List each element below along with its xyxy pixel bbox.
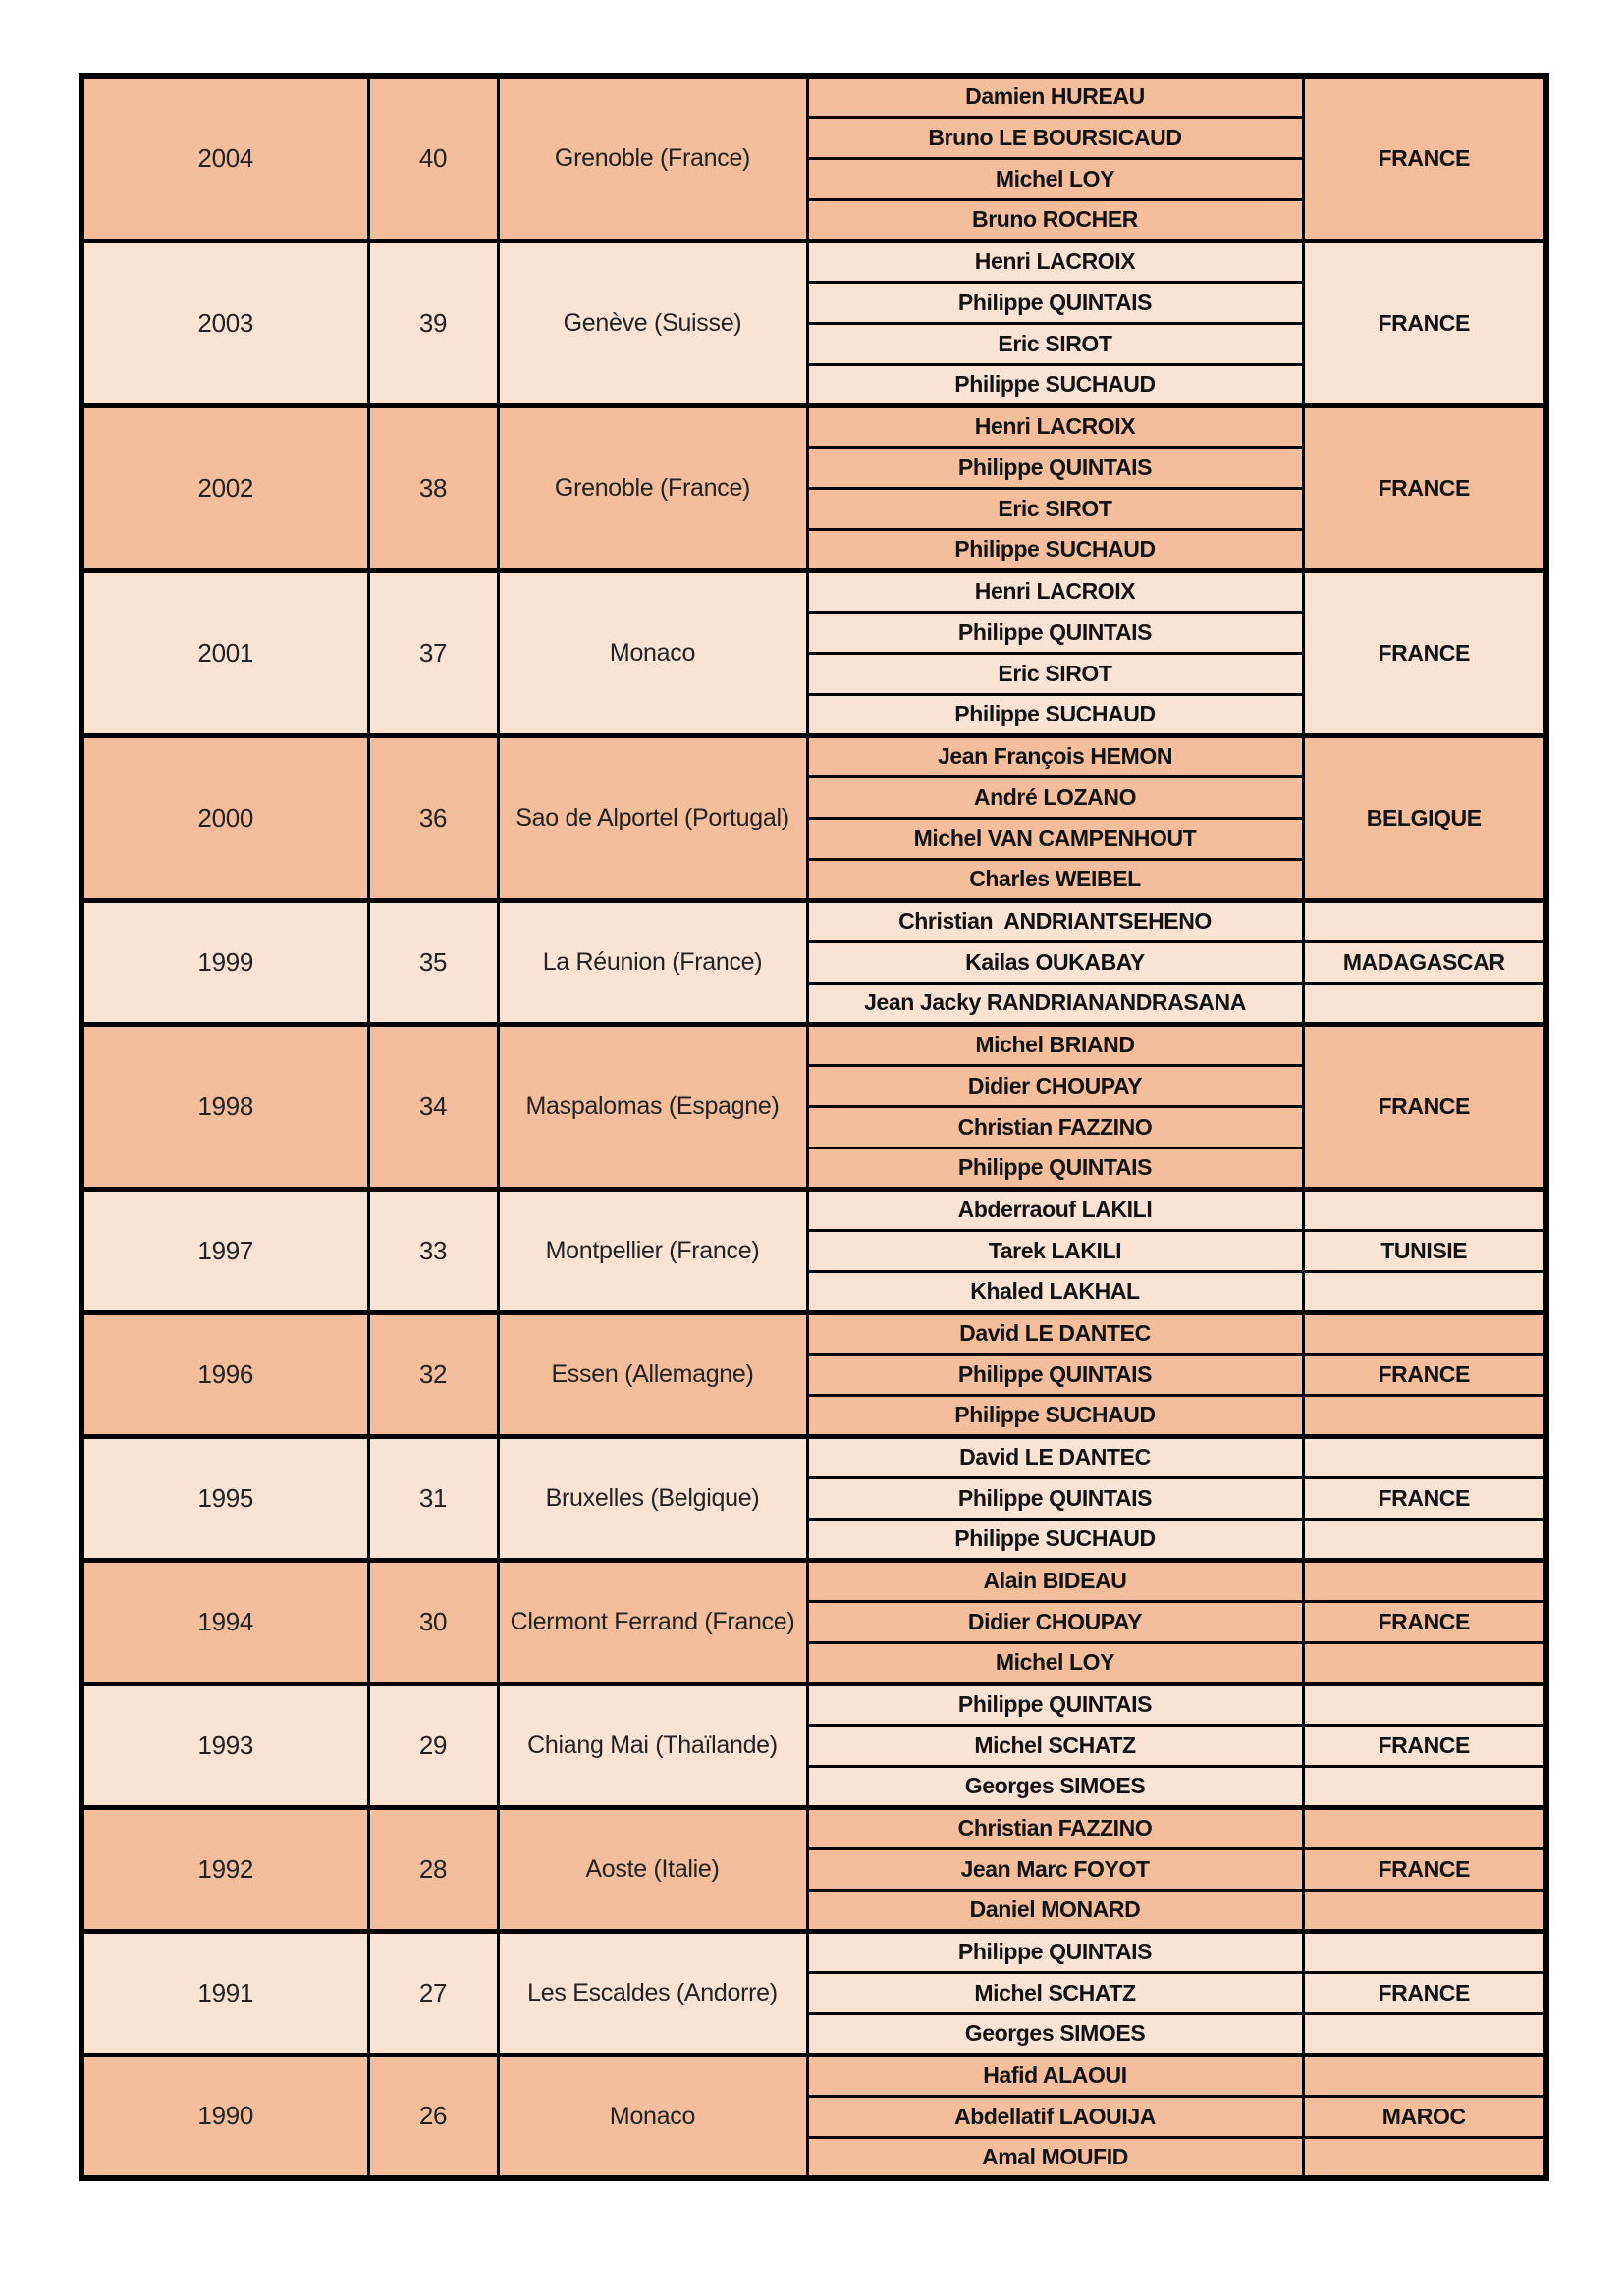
location-text: Chiang Mai (Thaïlande) <box>527 1731 778 1759</box>
location-cell <box>498 240 807 405</box>
player-cell <box>807 1436 1303 1477</box>
player-text: Philippe QUINTAIS <box>957 289 1153 315</box>
country-text: FRANCE <box>1378 144 1470 171</box>
year-cell <box>81 1683 368 1807</box>
player-cell <box>807 1560 1303 1601</box>
player-cell <box>807 776 1303 818</box>
edition-cell <box>368 2055 498 2178</box>
champions-table <box>79 73 1549 2181</box>
location-cell <box>498 405 807 570</box>
country-cell <box>1303 900 1546 941</box>
player-cell <box>807 2096 1303 2137</box>
country-cell <box>1303 1477 1546 1519</box>
location-text: Grenoble (France) <box>554 473 751 502</box>
country-cell <box>1303 1189 1546 1230</box>
edition-cell <box>368 240 498 405</box>
country-cell <box>1303 2055 1546 2096</box>
country-cell <box>1303 1230 1546 1271</box>
country-cell <box>1303 1436 1546 1477</box>
edition-text: 37 <box>418 637 448 667</box>
country-cell <box>1303 735 1546 900</box>
location-cell <box>498 1024 807 1189</box>
edition-cell <box>368 76 498 240</box>
championship-row <box>81 1560 1546 1601</box>
championship-row <box>81 1807 1546 1848</box>
player-text: Tarek LAKILI <box>988 1237 1122 1263</box>
year-cell <box>81 1807 368 1931</box>
player-text: David LE DANTEC <box>959 1320 1151 1346</box>
championship-row <box>81 570 1546 612</box>
player-cell <box>807 1642 1303 1683</box>
championship-row <box>81 1189 1546 1230</box>
edition-text: 33 <box>418 1235 448 1265</box>
player-cell <box>807 1148 1303 1189</box>
year-cell <box>81 1560 368 1683</box>
player-cell <box>807 2055 1303 2096</box>
player-cell <box>807 405 1303 447</box>
player-cell <box>807 1890 1303 1931</box>
player-text: Philippe SUCHAUD <box>954 1525 1156 1551</box>
edition-cell <box>368 1807 498 1931</box>
player-cell <box>807 941 1303 983</box>
country-cell <box>1303 1848 1546 1890</box>
location-text: Grenoble (France) <box>554 144 751 172</box>
location-text: Aoste (Italie) <box>585 1854 720 1883</box>
player-cell <box>807 653 1303 694</box>
edition-cell <box>368 1683 498 1807</box>
year-cell <box>81 405 368 570</box>
championship-row <box>81 76 1546 117</box>
location-text: Genève (Suisse) <box>563 308 742 337</box>
player-cell <box>807 1106 1303 1148</box>
player-cell <box>807 240 1303 282</box>
edition-text: 39 <box>418 307 448 338</box>
player-cell <box>807 1683 1303 1725</box>
year-text: 2001 <box>197 637 254 667</box>
year-text: 2002 <box>197 472 254 503</box>
player-cell <box>807 282 1303 323</box>
championship-row <box>81 1436 1546 1477</box>
year-cell <box>81 735 368 900</box>
player-cell <box>807 1766 1303 1807</box>
country-text: FRANCE <box>1378 1361 1470 1387</box>
championship-row <box>81 1683 1546 1725</box>
location-cell <box>498 1807 807 1931</box>
player-text: Jean Jacky RANDRIANANDRASANA <box>864 989 1246 1015</box>
player-text: Christian ANDRIANTSEHENO <box>898 908 1212 934</box>
player-cell <box>807 1807 1303 1848</box>
location-text: Clermont Ferrand (France) <box>510 1607 795 1635</box>
player-text: Khaled LAKHAL <box>970 1278 1140 1304</box>
location-cell <box>498 1560 807 1683</box>
country-text: FRANCE <box>1378 1093 1470 1119</box>
country-text: MAROC <box>1381 2103 1466 2129</box>
player-cell <box>807 1312 1303 1354</box>
edition-text: 29 <box>418 1730 448 1760</box>
country-cell <box>1303 1601 1546 1642</box>
player-text: Michel VAN CAMPENHOUT <box>913 825 1197 851</box>
country-text: FRANCE <box>1378 1484 1470 1511</box>
player-text: Philippe QUINTAIS <box>957 1154 1153 1180</box>
country-cell <box>1303 1890 1546 1931</box>
player-text: Jean Marc FOYOT <box>960 1855 1150 1882</box>
player-text: André LOZANO <box>973 783 1137 810</box>
player-cell <box>807 364 1303 405</box>
country-text: FRANCE <box>1378 639 1470 666</box>
country-text: FRANCE <box>1378 1608 1470 1634</box>
player-cell <box>807 1972 1303 2013</box>
player-text: Amal MOUFID <box>982 2143 1128 2169</box>
championship-row <box>81 735 1546 776</box>
country-cell <box>1303 1312 1546 1354</box>
player-cell <box>807 694 1303 735</box>
edition-text: 30 <box>418 1606 448 1636</box>
year-text: 2003 <box>197 307 254 338</box>
country-cell <box>1303 570 1546 735</box>
player-cell <box>807 158 1303 199</box>
player-text: Damien HUREAU <box>965 83 1145 110</box>
player-cell <box>807 2137 1303 2178</box>
championship-row <box>81 1931 1546 1972</box>
year-text: 1994 <box>197 1606 254 1636</box>
championship-row <box>81 240 1546 282</box>
country-cell <box>1303 2137 1546 2178</box>
player-cell <box>807 1065 1303 1106</box>
edition-cell <box>368 900 498 1024</box>
player-cell <box>807 1601 1303 1642</box>
player-cell <box>807 1271 1303 1312</box>
player-cell <box>807 2013 1303 2055</box>
edition-cell <box>368 1024 498 1189</box>
championship-row <box>81 405 1546 447</box>
location-text: Maspalomas (Espagne) <box>525 1092 780 1120</box>
country-cell <box>1303 1560 1546 1601</box>
player-text: Daniel MONARD <box>969 1896 1141 1922</box>
player-text: Philippe SUCHAUD <box>954 701 1156 726</box>
player-text: Eric SIROT <box>998 495 1112 521</box>
year-text: 1992 <box>197 1853 254 1884</box>
player-text: Michel SCHATZ <box>974 1732 1136 1758</box>
country-cell <box>1303 240 1546 405</box>
player-cell <box>807 1519 1303 1560</box>
player-text: Eric SIROT <box>998 660 1112 686</box>
country-text: FRANCE <box>1378 1855 1470 1882</box>
player-text: Georges SIMOES <box>964 2020 1146 2046</box>
player-cell <box>807 1725 1303 1766</box>
player-cell <box>807 488 1303 529</box>
year-cell <box>81 1931 368 2055</box>
player-text: Michel LOY <box>995 1649 1115 1675</box>
player-text: Philippe QUINTAIS <box>957 1939 1153 1964</box>
location-text: Montpellier (France) <box>545 1236 760 1264</box>
edition-cell <box>368 1312 498 1436</box>
country-text: BELGIQUE <box>1366 804 1482 830</box>
player-text: Abderraouf LAKILI <box>957 1197 1153 1222</box>
player-cell <box>807 983 1303 1024</box>
country-cell <box>1303 1519 1546 1560</box>
country-cell <box>1303 1683 1546 1725</box>
location-text: Sao de Alportel (Portugal) <box>515 803 789 831</box>
country-text: FRANCE <box>1378 1979 1470 2005</box>
player-text: Christian FAZZINO <box>957 1113 1153 1140</box>
player-text: Abdellatif LAOUIJA <box>954 2103 1156 2129</box>
edition-cell <box>368 735 498 900</box>
country-cell <box>1303 1766 1546 1807</box>
player-text: Georges SIMOES <box>964 1773 1146 1798</box>
player-cell <box>807 1024 1303 1065</box>
year-cell <box>81 76 368 240</box>
year-cell <box>81 240 368 405</box>
player-cell <box>807 1931 1303 1972</box>
country-cell <box>1303 1931 1546 1972</box>
year-text: 1990 <box>197 2101 254 2131</box>
player-cell <box>807 323 1303 364</box>
country-cell <box>1303 1972 1546 2013</box>
year-cell <box>81 1024 368 1189</box>
edition-text: 34 <box>418 1091 448 1121</box>
location-cell <box>498 76 807 240</box>
country-text: FRANCE <box>1378 309 1470 336</box>
year-text: 1999 <box>197 946 254 977</box>
country-text: MADAGASCAR <box>1342 948 1505 975</box>
year-text: 2004 <box>197 142 254 173</box>
edition-text: 27 <box>418 1977 448 2007</box>
country-cell <box>1303 1271 1546 1312</box>
edition-cell <box>368 1189 498 1312</box>
country-cell <box>1303 76 1546 240</box>
player-text: Philippe QUINTAIS <box>957 1484 1153 1511</box>
edition-text: 28 <box>418 1853 448 1884</box>
location-cell <box>498 1436 807 1560</box>
edition-cell <box>368 1931 498 2055</box>
location-text: Les Escaldes (Andorre) <box>527 1978 778 2006</box>
player-text: Alain BIDEAU <box>983 1568 1127 1593</box>
championship-row <box>81 1312 1546 1354</box>
country-cell <box>1303 1024 1546 1189</box>
country-cell <box>1303 1807 1546 1848</box>
player-text: Philippe SUCHAUD <box>954 371 1156 397</box>
edition-cell <box>368 405 498 570</box>
country-cell <box>1303 1395 1546 1436</box>
player-text: Jean François HEMON <box>937 743 1173 769</box>
location-cell <box>498 2055 807 2178</box>
year-cell <box>81 900 368 1024</box>
player-text: Didier CHOUPAY <box>967 1072 1143 1098</box>
championship-row <box>81 2055 1546 2096</box>
country-cell <box>1303 2013 1546 2055</box>
player-text: Philippe QUINTAIS <box>957 618 1153 645</box>
player-text: Charles WEIBEL <box>969 866 1141 891</box>
year-text: 1998 <box>197 1091 254 1121</box>
location-text: Essen (Allemagne) <box>551 1360 754 1388</box>
country-cell <box>1303 1725 1546 1766</box>
player-text: Henri LACROIX <box>974 248 1136 274</box>
location-text: La Réunion (France) <box>542 947 763 976</box>
player-text: Michel LOY <box>995 165 1115 191</box>
year-cell <box>81 570 368 735</box>
championship-row <box>81 900 1546 941</box>
edition-cell <box>368 1436 498 1560</box>
player-cell <box>807 117 1303 158</box>
player-cell <box>807 1848 1303 1890</box>
player-text: Michel BRIAND <box>975 1032 1135 1057</box>
player-cell <box>807 1189 1303 1230</box>
location-cell <box>498 900 807 1024</box>
location-text: Bruxelles (Belgique) <box>545 1483 760 1512</box>
player-cell <box>807 76 1303 117</box>
year-text: 1993 <box>197 1730 254 1760</box>
player-text: David LE DANTEC <box>959 1444 1151 1469</box>
player-cell <box>807 859 1303 900</box>
location-text: Monaco <box>609 2102 696 2130</box>
edition-text: 35 <box>418 946 448 977</box>
player-text: Didier CHOUPAY <box>967 1608 1143 1634</box>
year-text: 2000 <box>197 802 254 832</box>
player-text: Hafid ALAOUI <box>983 2062 1127 2088</box>
player-text: Henri LACROIX <box>974 413 1136 439</box>
player-cell <box>807 1354 1303 1395</box>
player-cell <box>807 612 1303 653</box>
player-text: Henri LACROIX <box>974 578 1136 604</box>
player-cell <box>807 447 1303 488</box>
player-cell <box>807 900 1303 941</box>
edition-text: 38 <box>418 472 448 503</box>
country-text: TUNISIE <box>1380 1237 1468 1263</box>
year-text: 1995 <box>197 1482 254 1513</box>
edition-cell <box>368 570 498 735</box>
location-cell <box>498 1931 807 2055</box>
player-text: Philippe QUINTAIS <box>957 454 1153 480</box>
location-cell <box>498 735 807 900</box>
year-cell <box>81 1436 368 1560</box>
player-cell <box>807 529 1303 570</box>
player-text: Christian FAZZINO <box>957 1815 1153 1841</box>
player-cell <box>807 735 1303 776</box>
player-cell <box>807 1230 1303 1271</box>
country-cell <box>1303 941 1546 983</box>
location-text: Monaco <box>609 638 696 667</box>
player-text: Bruno ROCHER <box>972 206 1138 232</box>
location-cell <box>498 570 807 735</box>
country-cell <box>1303 1642 1546 1683</box>
country-cell <box>1303 2096 1546 2137</box>
country-cell <box>1303 405 1546 570</box>
player-cell <box>807 199 1303 240</box>
player-text: Bruno LE BOURSICAUD <box>928 124 1182 150</box>
year-cell <box>81 1312 368 1436</box>
player-text: Michel SCHATZ <box>974 1979 1136 2005</box>
country-text: FRANCE <box>1378 474 1470 501</box>
player-cell <box>807 570 1303 612</box>
edition-text: 36 <box>418 802 448 832</box>
location-cell <box>498 1312 807 1436</box>
edition-text: 26 <box>418 2101 448 2131</box>
edition-text: 32 <box>418 1359 448 1389</box>
edition-cell <box>368 1560 498 1683</box>
player-cell <box>807 1395 1303 1436</box>
champions-table-body <box>81 76 1546 2178</box>
year-cell <box>81 2055 368 2178</box>
edition-text: 31 <box>418 1482 448 1513</box>
player-text: Philippe QUINTAIS <box>957 1691 1153 1717</box>
player-text: Eric SIROT <box>998 330 1112 356</box>
edition-text: 40 <box>418 142 448 173</box>
player-cell <box>807 818 1303 859</box>
location-cell <box>498 1683 807 1807</box>
year-text: 1996 <box>197 1359 254 1389</box>
year-text: 1991 <box>197 1977 254 2007</box>
location-cell <box>498 1189 807 1312</box>
year-cell <box>81 1189 368 1312</box>
country-text: FRANCE <box>1378 1732 1470 1758</box>
player-text: Kailas OUKABAY <box>965 948 1145 975</box>
country-cell <box>1303 983 1546 1024</box>
championship-row <box>81 1024 1546 1065</box>
country-cell <box>1303 1354 1546 1395</box>
player-text: Philippe SUCHAUD <box>954 1402 1156 1427</box>
year-text: 1997 <box>197 1235 254 1265</box>
player-cell <box>807 1477 1303 1519</box>
player-text: Philippe QUINTAIS <box>957 1361 1153 1387</box>
player-text: Philippe SUCHAUD <box>954 536 1156 561</box>
